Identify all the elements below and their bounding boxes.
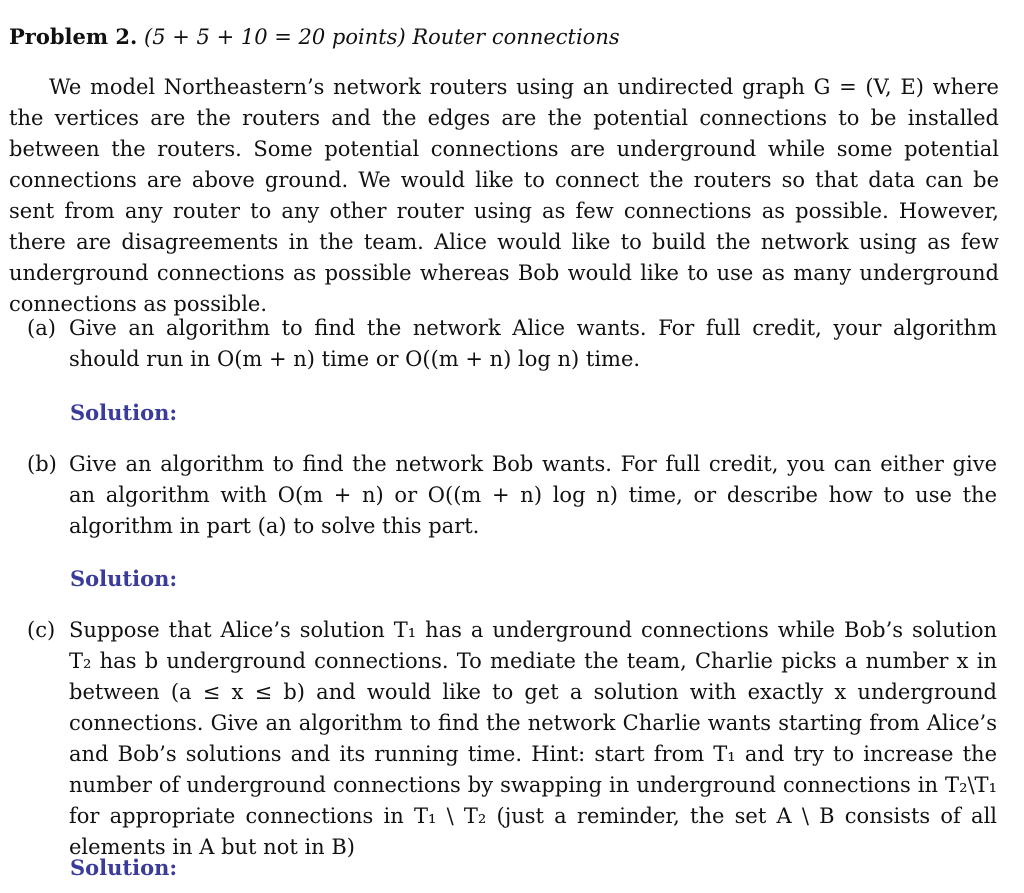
problem-number: Problem 2. bbox=[9, 24, 138, 49]
part-a bbox=[27, 313, 997, 375]
part-c-solution-label: Solution: bbox=[70, 855, 178, 880]
part-b-label: (b) bbox=[27, 452, 57, 476]
part-c-text: Suppose that Alice’s solution T₁ has a underground connections while Bob’s solution T₂ has b underground connections. To mediate the team, Charlie picks a number x in between (a ≤ x ≤ b) and would like to get a solution with exactly x underground connections. Give an algorithm to find the network Charlie wants starting from Alice’s and Bob’s solutions and its running time. Hint: start from T₁ and try to increase the number of underground connections by swapping in underground connections in T₂\T₁ for appropriate connections in T₁ \ T₂ (just a reminder, the set A \ B consists of all elements in A but not in B) bbox=[69, 618, 997, 859]
problem-heading bbox=[9, 22, 620, 52]
problem-title: Router connections bbox=[412, 25, 620, 49]
part-b bbox=[27, 449, 997, 542]
part-a-label: (a) bbox=[27, 316, 56, 340]
part-b-solution-label: Solution: bbox=[70, 566, 178, 591]
problem-intro-text: We model Northeastern’s network routers using an undirected graph G = (V, E) where the vertices are the routers and the edges are the potential connections to be installed between the routers. Some potential connections are underground while some potential connections are above ground. We would like to connect the routers so that data can be sent from any router to any other router using as few connections as possible. However, there are disagreements in the team. Alice would like to build the network using as few underground connections as possible whereas Bob would like to use as many underground connections as possible. bbox=[9, 75, 999, 316]
problem-points: (5 + 5 + 10 = 20 points) bbox=[144, 25, 406, 49]
part-b-text: Give an algorithm to find the network Bob wants. For full credit, you can either give an algorithm with O(m + n) or O((m + n) log n) time, or describe how to use the algorithm in part (a) to solve this part. bbox=[69, 452, 997, 538]
part-c-label: (c) bbox=[27, 618, 56, 642]
part-c bbox=[27, 615, 997, 863]
problem-intro bbox=[9, 72, 999, 320]
part-a-text: Give an algorithm to find the network Alice wants. For full credit, your algorithm should run in O(m + n) time or O((m + n) log n) time. bbox=[69, 316, 997, 371]
part-a-solution-label: Solution: bbox=[70, 400, 178, 425]
